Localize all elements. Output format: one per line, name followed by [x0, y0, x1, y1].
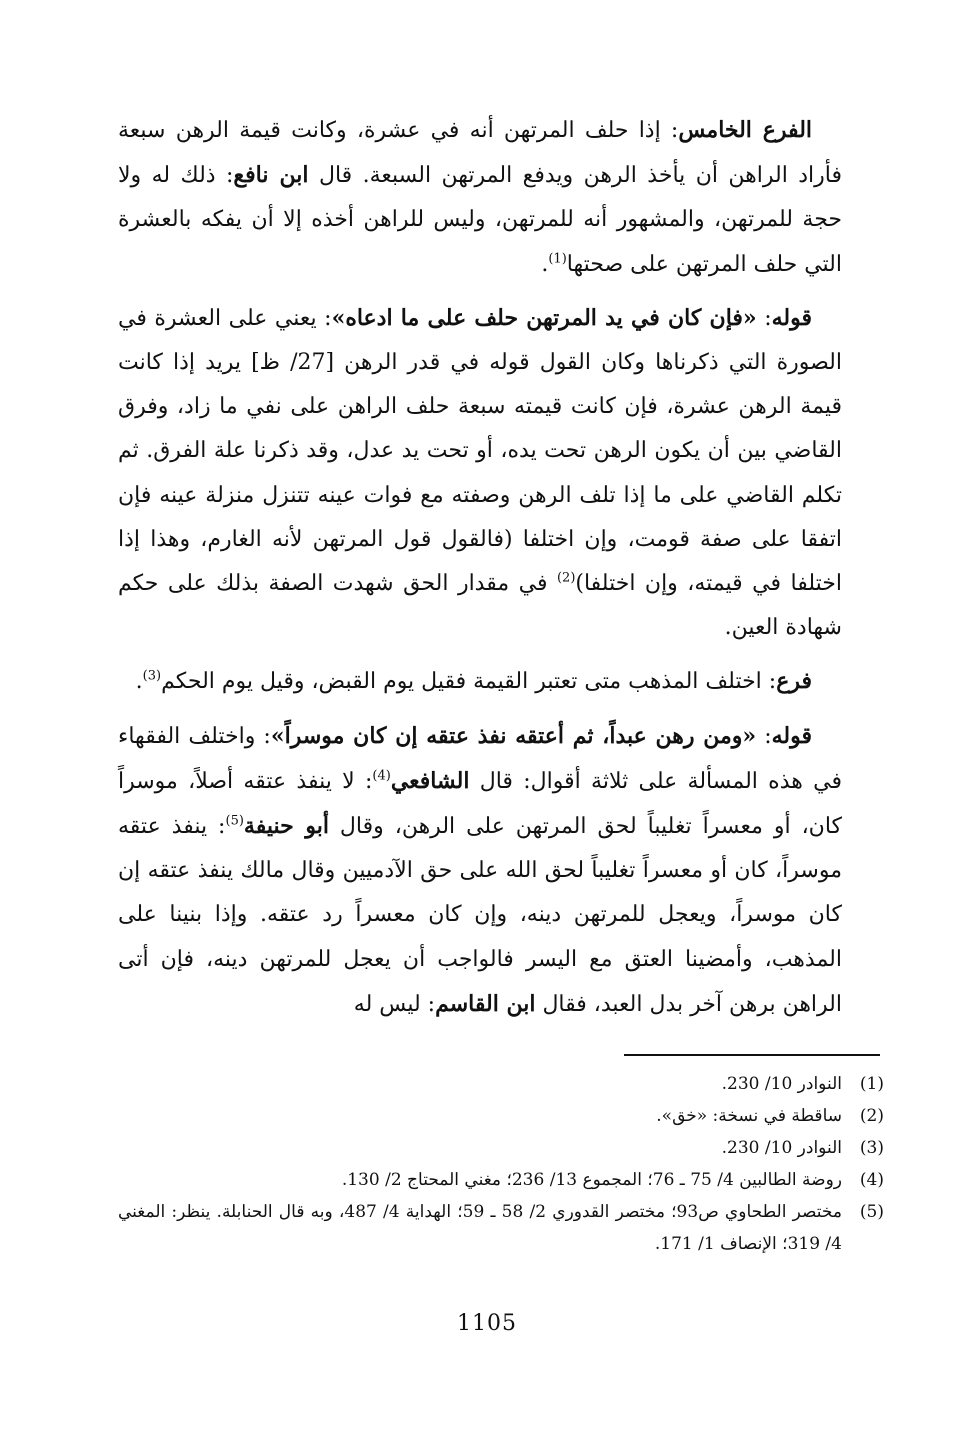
- paragraph-statement-manumission: قوله: «ومن رهن عبداً، ثم أعتقه نفذ عتقه إن كان موسراً»: واختلف الفقهاء في هذه المسألة على ثلاثة أقوال: قال الشافعي$^{(4)}$: لا ينفذ عتقه أصلاً، موسراً كان، أو معسراً تغليباً لحق المرتهن على الرهن، وقال أبو حنيفة$^{(5)}$: ينفذ عتقه موسراً، كان أو معسراً تغليباً لحق الله على حق الآدميين وقال مالك ينفذ عتقه إن كان موسراً، ويعجل للمرتهن دينه، وإن كان معسراً رد عتقه. وإذا بنينا على المذهب، وأمضينا العتق مع اليسر فالواجب أن يعجل للمرتهن دينه، فإن أتى الراهن برهن آخر بدل العبد، فقال ابن القاسم: ليس له: [118, 722, 843, 1017]
- page-number: 1105: [457, 1311, 517, 1336]
- footnote-number: (4): [859, 1170, 884, 1190]
- footnote-3: [118, 1132, 884, 1164]
- footnote-number: (1): [859, 1074, 884, 1094]
- footnote-number: (3): [859, 1138, 884, 1158]
- footnote-2: [118, 1100, 884, 1132]
- footnotes: [118, 1068, 884, 1260]
- footnote-text: روضة الطالبين 4/ 75 ـ 76؛ المجموع 13/ 236؛ مغني المحتاج 2/ 130.: [341, 1170, 842, 1190]
- main-text: [118, 108, 842, 1036]
- footnote-5: [118, 1196, 884, 1260]
- paragraph-statement-oath: قوله: «فإن كان في يد المرتهن حلف على ما ادعاه»: يعني على العشرة في الصورة التي ذكرناها وكان القول قوله في قدر الرهن [27/ ظ] يريد إذا كانت قيمة الرهن عشرة، فإن كانت قيمته سبعة حلف الراهن على نفي ما زاد، وفرق القاضي بين أن يكون الرهن تحت يده، أو تحت يد عدل، وقد ذكرنا علة الفرق. ثم تكلم القاضي على ما إذا تلف الرهن وصفته مع فوات عينه تتنزل منزلة عينه فإن اتفقا على صفة قومت، وإن اختلفا (فالقول قول المرتهن لأنه الغارم، وهذا إذا اختلفا في قيمته، وإن اختلفا)$^{(2)}$ في مقدار الحق شهدت الصفة بذلك على حكم شهادة العين.: [118, 304, 842, 641]
- footnote-number: (5): [859, 1202, 884, 1222]
- footnote-text: النوادر 10/ 230.: [721, 1138, 842, 1158]
- paragraph-fifth-branch: الفرع الخامس: إذا حلف المرتهن أنه في عشرة، وكانت قيمة الرهن سبعة فأراد الراهن أن يأخذ الرهن ويدفع المرتهن السبعة. قال ابن نافع: ذلك له ولا حجة للمرتهن، والمشهور أنه للمرتهن، وليس للراهن أخذه إلا أن يفكه بالعشرة التي حلف المرتهن على صحتها$^{(1)}$.: [118, 117, 842, 277]
- footnote-1: [118, 1068, 884, 1100]
- footnote-text: مختصر الطحاوي ص93؛ مختصر القدوري 2/ 58 ـ 59؛ الهداية 4/ 487، وبه قال الحنابلة. ينظر: المغني 4/ 319؛ الإنصاف 1/ 171.: [118, 1202, 842, 1254]
- footnote-separator: [624, 1054, 880, 1056]
- footnote-4: [118, 1164, 884, 1196]
- footnote-text: ساقطة في نسخة: «خق».: [656, 1106, 842, 1126]
- paragraph-branch-valuation: فرع: اختلف المذهب متى تعتبر القيمة فقيل يوم القبض، وقيل يوم الحكم$^{(3)}$.: [135, 668, 812, 695]
- footnote-number: (2): [859, 1106, 884, 1126]
- footnote-text: النوادر 10/ 230.: [721, 1074, 842, 1094]
